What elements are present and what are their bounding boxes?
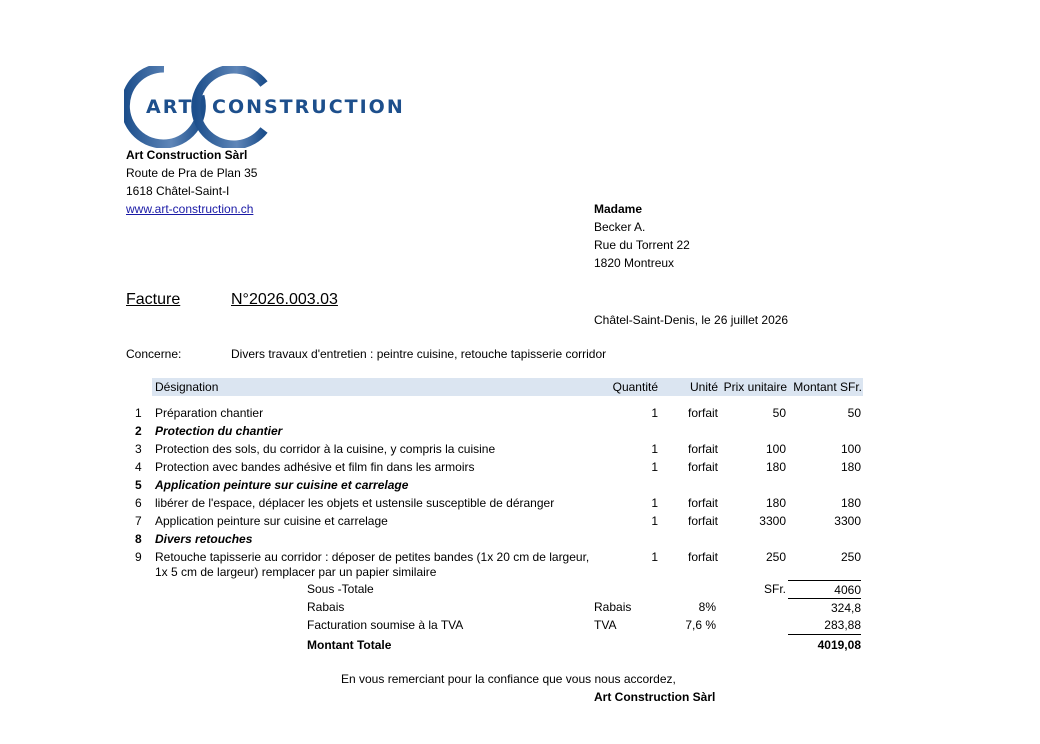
row-quantity: 1 [651, 514, 658, 528]
company-name: Art Construction Sàrl [126, 148, 248, 162]
row-unit: forfait [687, 496, 718, 510]
signature: Art Construction Sàrl [594, 690, 716, 704]
row-number: 7 [135, 514, 142, 528]
row-quantity: 1 [651, 442, 658, 456]
row-designation: Retouche tapisserie au corridor : déposer de petites bandes (1x 20 cm de largeur, [155, 550, 590, 564]
row-unit-price: 180 [765, 460, 786, 474]
discount-value: 324,8 [788, 598, 861, 615]
discount-label: Rabais [307, 600, 345, 614]
row-designation: Préparation chantier [155, 406, 264, 420]
row-unit: forfait [687, 514, 718, 528]
recipient-name: Becker A. [594, 220, 646, 234]
row-number: 1 [135, 406, 142, 420]
subtotal-label: Sous -Totale [307, 582, 374, 596]
row-number: 6 [135, 496, 142, 510]
row-designation: libérer de l'espace, déplacer les objets et ustensile susceptible de déranger [155, 496, 555, 510]
row-amount: 180 [840, 496, 861, 510]
row-amount: 250 [840, 550, 861, 564]
section-heading: Application peinture sur cuisine et carrelage [155, 478, 409, 492]
header-quantity: Quantité [612, 380, 658, 394]
header-unit-price: Prix unitaire [723, 380, 787, 394]
section-heading: Divers retouches [155, 532, 253, 546]
company-city: 1618 Châtel-Saint-I [126, 184, 230, 198]
row-number: 4 [135, 460, 142, 474]
discount-rate: 8% [698, 600, 716, 614]
row-amount: 100 [840, 442, 861, 456]
row-amount: 50 [847, 406, 861, 420]
header-unit: Unité [689, 380, 718, 394]
row-number: 8 [135, 532, 142, 546]
vat-rate: 7,6 % [685, 618, 716, 632]
concerne-label: Concerne: [126, 347, 182, 361]
row-number: 9 [135, 550, 142, 564]
row-designation: Application peinture sur cuisine et carrelage [155, 514, 388, 528]
concerne-text: Divers travaux d'entretien : peintre cuisine, retouche tapisserie corridor [231, 347, 607, 361]
company-website-link[interactable]: www.art-construction.ch [126, 202, 254, 216]
row-unit-price: 100 [765, 442, 786, 456]
invoice-date: Châtel-Saint-Denis, le 26 juillet 2026 [594, 313, 789, 327]
row-amount: 180 [840, 460, 861, 474]
thanks-text: En vous remerciant pour la confiance que vous nous accordez, [341, 672, 676, 686]
row-number: 5 [135, 478, 142, 492]
row-unit: forfait [687, 442, 718, 456]
header-amount: Montant SFr. [793, 380, 862, 394]
row-unit-price: 250 [765, 550, 786, 564]
row-unit-price: 50 [772, 406, 786, 420]
discount-tag: Rabais [594, 600, 632, 614]
invoice-label: Facture [126, 291, 181, 308]
row-unit-price: 180 [765, 496, 786, 510]
vat-value: 283,88 [824, 618, 861, 632]
row-number: 3 [135, 442, 142, 456]
logo-text-left: ART [146, 96, 194, 118]
row-unit-price: 3300 [759, 514, 786, 528]
row-amount: 3300 [834, 514, 861, 528]
row-unit: forfait [687, 406, 718, 420]
row-unit: forfait [687, 550, 718, 564]
row-designation: Protection avec bandes adhésive et film fin dans les armoirs [155, 460, 475, 474]
row-unit: forfait [687, 460, 718, 474]
recipient-title: Madame [594, 202, 643, 216]
recipient-city: 1820 Montreux [594, 256, 675, 270]
total-value: 4019,08 [788, 634, 861, 652]
row-quantity: 1 [651, 550, 658, 564]
invoice-number: N°2026.003.03 [231, 291, 338, 308]
subtotal-currency: SFr. [763, 582, 786, 596]
row-quantity: 1 [651, 406, 658, 420]
section-heading: Protection du chantier [155, 424, 283, 438]
logo-text-right: CONSTRUCTION [212, 96, 405, 118]
row-quantity: 1 [651, 460, 658, 474]
row-designation-continued: 1x 5 cm de largeur) remplacer par un papier similaire [155, 565, 437, 579]
company-logo [124, 66, 405, 148]
vat-tag: TVA [594, 618, 617, 632]
header-designation: Désignation [155, 380, 219, 394]
row-number: 2 [135, 424, 142, 438]
company-street: Route de Pra de Plan 35 [126, 166, 258, 180]
recipient-street: Rue du Torrent 22 [594, 238, 690, 252]
row-designation: Protection des sols, du corridor à la cuisine, y compris la cuisine [155, 442, 496, 456]
total-label: Montant Totale [307, 638, 392, 652]
subtotal-value: 4060 [788, 580, 861, 597]
row-quantity: 1 [651, 496, 658, 510]
vat-label: Facturation soumise à la TVA [307, 618, 464, 632]
